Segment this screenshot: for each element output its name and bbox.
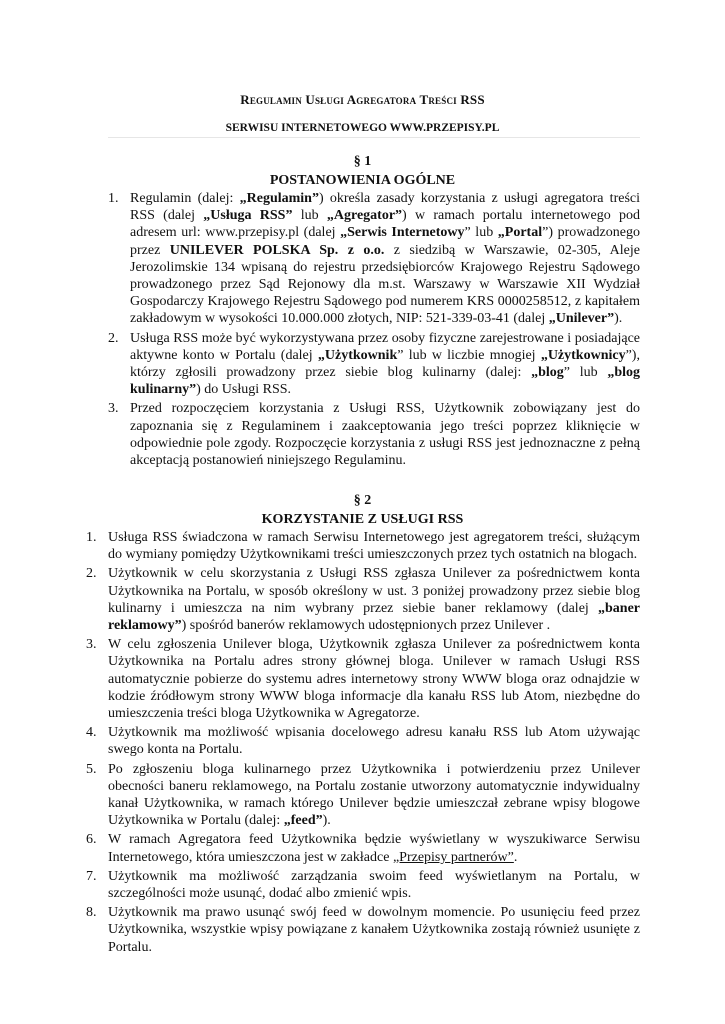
section-1-number: § 1: [353, 154, 372, 169]
list-item: [108, 400, 640, 469]
list-item: [108, 190, 641, 328]
item-text: W ramach Agregatora feed Użytkownika będzie wyświetlany w wyszukiwarce Serwisu Internetowego, która umieszczona jest w zakładce „Przepisy partnerów”.: [108, 832, 640, 865]
list-item: [86, 565, 640, 634]
item-number: 1.: [86, 530, 97, 545]
list-item: [86, 868, 640, 902]
document-subtitle: SERWISU INTERNETOWEGO WWW.PRZEPISY.PL: [225, 122, 500, 134]
item-text: Użytkownik ma możliwość zarządzania swoim feed wyświetlanym na Portalu, w szczególności może usunąć, dodać albo zmienić wpis.: [108, 868, 640, 902]
section-1-list: [108, 190, 641, 471]
item-text: W celu zgłoszenia Unilever bloga, Użytkownik zgłasza Unilever za pośrednictwem konta Użytkownika na Portalu adres strony głównej bloga. Unilever w ramach Usługi RSS automatycznie pobierze do systemu adres internetowy strony WWW bloga oraz odnajdzie w kodzie źródłowym strony WWW bloga informacje dla kanału RSS lub Atom, niezbędne do umieszczenia treści bloga Użytkownika w Agregatorze.: [108, 637, 640, 722]
section-2-heading: KORZYSTANIE Z USŁUGI RSS: [261, 512, 464, 527]
header-divider: [108, 137, 640, 138]
list-item: [86, 529, 640, 563]
list-item: [86, 636, 640, 722]
list-item: [108, 330, 641, 399]
item-text: Przed rozpoczęciem korzystania z Usługi RSS, Użytkownik zobowiązany jest do zapoznania się z Regulaminem i zaakceptowania jego treści poprzez kliknięcie w odpowiednie pole zgody. Rozpoczęcie korzystania z usługi RSS jest jednoznaczne z pełną akceptacją postanowień niniejszego Regulaminu.: [130, 401, 640, 469]
item-text: Usługa RSS świadczona w ramach Serwisu Internetowego jest agregatorem treści, służącym do wymiany pomiędzy Użytkownikami treści umieszczonych przez tych ostatnich na blogach.: [108, 530, 640, 563]
item-text: Użytkownik w celu skorzystania z Usługi RSS zgłasza Unilever za pośrednictwem konta Użytkownika na Portalu, w sposób określony w ust. 3 poniżej prowadzony przez siebie blog kulinarny i umieszcza na nim wybrany przez siebie baner reklamowy (dalej „baner reklamowy”) spośród banerów reklamowych udostępnionych przez Unilever .: [108, 566, 640, 634]
item-number: 3.: [108, 401, 119, 417]
item-number: 5.: [86, 761, 97, 777]
item-number: 4.: [86, 725, 97, 741]
item-number: 7.: [86, 868, 97, 884]
section-2-number: § 2: [353, 493, 372, 508]
list-item: [86, 761, 640, 830]
item-text: Użytkownik ma prawo usunąć swój feed w dowolnym momencie. Po usunięciu feed przez Użytkownika, wszystkie wpisy powiązane z kanałem Użytkownika zostają również usunięte z Portalu.: [108, 905, 640, 955]
item-number: 6.: [86, 832, 97, 848]
item-number: 8.: [86, 905, 97, 921]
item-number: 3.: [86, 637, 97, 653]
item-number: 2.: [108, 330, 119, 346]
document-title: Regulamin Usługi Agregatora Treści RSS: [240, 92, 485, 107]
section-2-list: [86, 529, 640, 958]
item-text: Usługa RSS może być wykorzystywana przez osoby fizyczne zarejestrowane i posiadające aktywne konto w Portalu (dalej „Użytkownik” lub w liczbie mnogiej „Użytkownicy”), którzy zgłosili prowadzony przez siebie blog kulinarny (dalej: „blog” lub „blog kulinarny”) do Usługi RSS.: [130, 330, 641, 398]
list-item: [86, 904, 640, 956]
item-text: Użytkownik ma możliwość wpisania docelowego adresu kanału RSS lub Atom używając swego konta na Portalu.: [108, 725, 640, 758]
list-item: [86, 724, 640, 758]
item-text: Po zgłoszeniu bloga kulinarnego przez Użytkownika i potwierdzeniu przez Unilever obecności baneru reklamowego, na Portalu zostanie utworzony automatycznie indywidualny kanał Użytkownika, w ramach którego Unilever będzie umieszczał zebrane wpisy blogowe Użytkownika w Portalu (dalej: „feed”).: [108, 761, 640, 829]
list-item: [86, 831, 640, 865]
item-text: Regulamin (dalej: „Regulamin”) określa zasady korzystania z usługi agregatora treści RSS (dalej „Usługa RSS” lub „Agregator”) w ramach portalu internetowego pod adresem url: www.przepisy.pl (dalej „Serwis Internetowy” lub „Portal”) prowadzonego przez UNILEVER POLSKA Sp. z o.o. z siedzibą w Warszawie, 02-305, Aleje Jerozolimskie 134 wpisaną do rejestru przedsiębiorców Krajowego Rejestru Sądowego prowadzonego przez Sąd Rejonowy dla m.st. Warszawy w Warszawie XII Wydział Gospodarczy Krajowego Rejestru Sądowego pod numerem KRS 0000258512, z kapitałem zakładowym w wysokości 10.000.000 złotych, NIP: 521-339-03-41 (dalej „Unilever”).: [130, 191, 641, 327]
item-number: 2.: [86, 566, 97, 582]
item-number: 1.: [108, 191, 119, 206]
section-1-heading: POSTANOWIENIA OGÓLNE: [269, 173, 456, 188]
partners-tab-link[interactable]: „Przepisy partnerów”: [392, 849, 514, 865]
